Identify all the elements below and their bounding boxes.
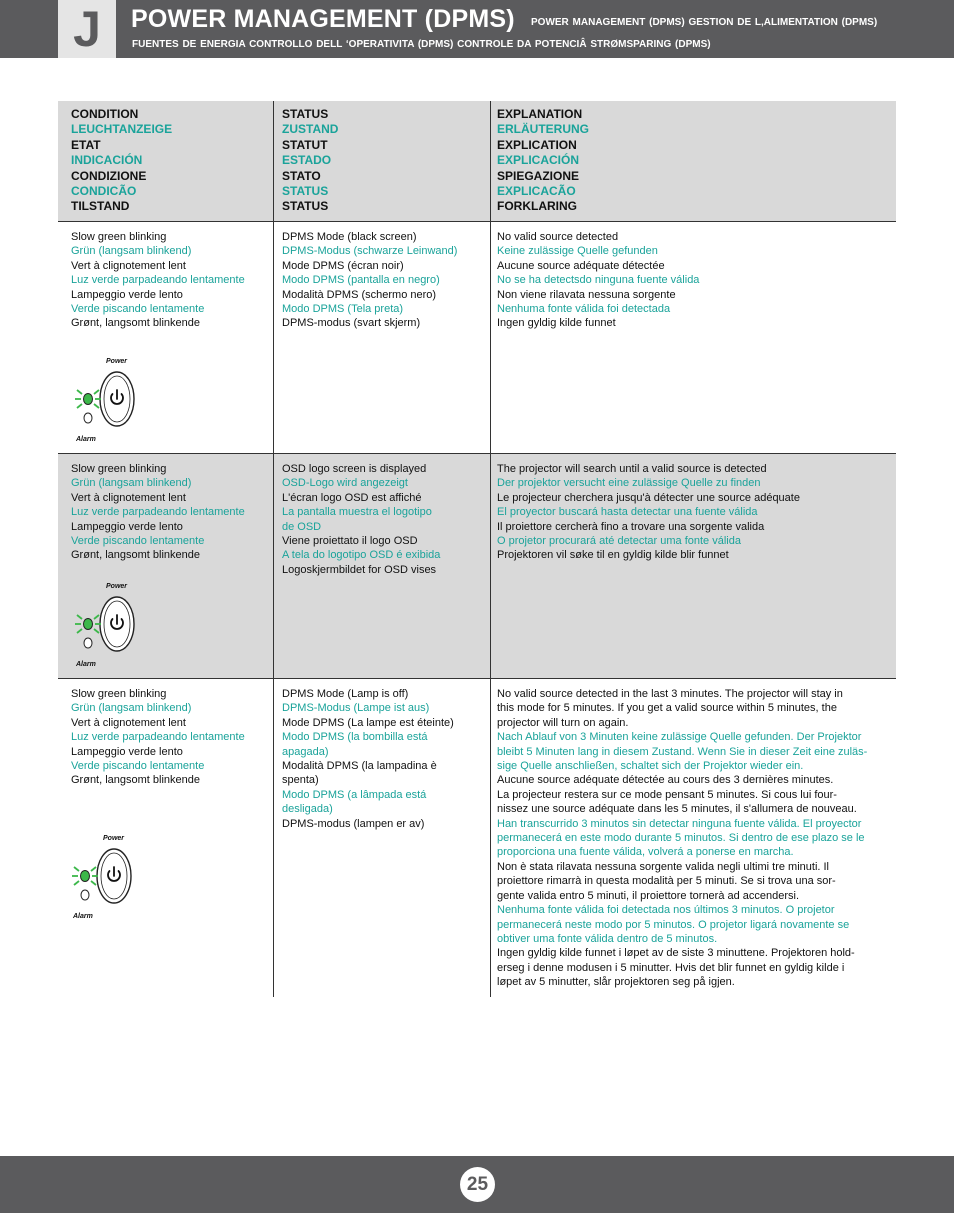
- text-line: CONDIZIONE: [71, 168, 147, 183]
- table-divider: [58, 453, 896, 454]
- text-line: Ingen gyldig kilde funnet i løpet av de siste 3 minuttene. Projektoren hold-: [497, 947, 855, 960]
- text-line: spenta): [282, 774, 319, 787]
- text-line: TILSTAND: [71, 199, 130, 214]
- text-line: DPMS-modus (lampen er av): [282, 817, 425, 830]
- text-line: Vert à clignotement lent: [71, 491, 186, 504]
- text-line: STATO: [282, 168, 321, 183]
- text-line: bleibt 5 Minuten lang in diesem Zustand. Wenn Sie in dieser Zeit eine zuläs-: [497, 745, 868, 758]
- text-line: The projector will search until a valid source is detected: [497, 463, 767, 475]
- title-translations-line2: FUENTES DE ENERGIA CONTROLLO DELL ‘OPERATIVITA (DPMS) CONTROLE DA POTENCIÂ STRØMSPARING (DPMS): [132, 39, 711, 50]
- text-line: Grün (langsam blinkend): [71, 477, 192, 490]
- header-condition: [58, 101, 274, 222]
- green-led-blinking-icon: [75, 615, 101, 633]
- text-line: ZUSTAND: [282, 122, 339, 137]
- text-line: STATUS: [282, 199, 329, 214]
- alarm-led-icon: [81, 890, 89, 900]
- explanation-cell: [491, 222, 896, 454]
- text-line: Der projektor versucht eine zulässige Quelle zu finden: [497, 477, 761, 490]
- text-line: Vert à clignotement lent: [71, 716, 186, 729]
- text-line: Viene proiettato il logo OSD: [282, 535, 418, 548]
- title-translations-line1: POWER MANAGEMENT (DPMS) GESTION DE L,ALIMENTATION (DPMS): [531, 17, 878, 28]
- alarm-label: Alarm: [73, 913, 93, 920]
- text-line: Han transcurrido 3 minutos sin detectar ninguna fuente válida. El proyector: [497, 817, 862, 830]
- text-line: ESTADO: [282, 153, 332, 168]
- explanation-cell: [491, 679, 896, 997]
- text-line: EXPLICATION: [497, 137, 577, 152]
- text-line: Slow green blinking: [71, 231, 167, 243]
- text-line: nissez une source adéquate dans les 5 minutes, il s'allumera de nouveau.: [497, 803, 857, 816]
- header-status: [274, 101, 491, 222]
- text-line: Grønt, langsomt blinkende: [71, 317, 201, 330]
- text-line: STATUT: [282, 137, 328, 152]
- chapter-letter: J: [73, 1, 101, 57]
- page-number: 25: [460, 1167, 495, 1202]
- text-line: DPMS Mode (Lamp is off): [282, 688, 409, 700]
- text-line: FORKLARING: [497, 199, 577, 214]
- table-row: [58, 222, 896, 454]
- text-line: permanecerá neste modo por 5 minutos. O projetor ligará novamente se: [497, 918, 850, 931]
- text-line: Verde piscando lentamente: [71, 760, 205, 773]
- text-line: apagada): [282, 745, 329, 758]
- text-line: desligada): [282, 803, 333, 816]
- text-line: La projecteur restera sur ce mode pensant 5 minutes. Si cous lui four-: [497, 788, 837, 801]
- text-line: Modo DPMS (Tela preta): [282, 303, 404, 316]
- text-line: this mode for 5 minutes. If you get a valid source within 5 minutes, the: [497, 702, 837, 715]
- alarm-led-icon: [84, 413, 92, 423]
- table-divider: [58, 221, 896, 222]
- text-line: OSD-Logo wird angezeigt: [282, 477, 408, 490]
- text-line: INDICACIÓN: [71, 153, 143, 168]
- text-line: El proyector buscará hasta detectar una fuente válida: [497, 506, 758, 519]
- status-cell: [274, 679, 491, 997]
- text-line: Modalità DPMS (schermo nero): [282, 288, 437, 301]
- text-line: Modo DPMS (a lâmpada está: [282, 788, 427, 801]
- text-line: CONDICÃO: [71, 184, 137, 199]
- green-led-blinking-icon: [75, 390, 101, 408]
- text-line: No valid source detected in the last 3 minutes. The projector will stay in: [497, 688, 843, 700]
- text-line: Vert à clignotement lent: [71, 259, 186, 272]
- text-line: Ingen gyldig kilde funnet: [497, 317, 616, 330]
- text-line: Projektoren vil søke til en gyldig kilde blir funnet: [497, 549, 729, 562]
- text-line: DPMS Mode (black screen): [282, 231, 417, 243]
- text-line: Non viene rilavata nessuna sorgente: [497, 288, 676, 301]
- power-label: Power: [106, 583, 128, 590]
- text-line: Modalità DPMS (la lampadina è: [282, 760, 437, 773]
- text-line: Keine zulässige Quelle gefunden: [497, 245, 658, 258]
- text-line: proiettore rimarrà in questa modalità per 5 minuti. Se si trova una sor-: [497, 875, 836, 888]
- alarm-label: Alarm: [76, 436, 96, 443]
- text-line: STATUS: [282, 107, 329, 121]
- text-line: erseg i denne modusen i 5 minutter. Hvis det blir funnet en gyldig kilde i: [497, 961, 845, 974]
- text-line: Nenhuma fonte válida foi detectada: [497, 303, 671, 316]
- text-line: proporciona una fuente válida, volverá a ponerse en marcha.: [497, 846, 794, 859]
- text-line: Nach Ablauf von 3 Minuten keine zulässige Quelle gefunden. Der Projektor: [497, 731, 862, 744]
- text-line: obtiver uma fonte válida dentro de 5 minutos.: [497, 932, 718, 945]
- power-label: Power: [103, 835, 125, 842]
- text-line: L'écran logo OSD est affiché: [282, 491, 422, 504]
- led-indicator: [70, 358, 140, 449]
- text-line: Lampeggio verde lento: [71, 288, 183, 301]
- text-line: Mode DPMS (La lampe est éteinte): [282, 716, 454, 729]
- text-line: La pantalla muestra el logotipo: [282, 506, 432, 519]
- text-line: Grün (langsam blinkend): [71, 702, 192, 715]
- page-header: [0, 0, 954, 58]
- text-line: LEUCHTANZEIGE: [71, 122, 173, 137]
- condition-cell: [58, 222, 274, 454]
- table-row: [58, 454, 896, 679]
- text-line: sige Quelle anschließen, schaltet sich der Projektor wieder ein.: [497, 760, 804, 773]
- text-line: Luz verde parpadeando lentamente: [71, 731, 245, 744]
- table-divider: [58, 678, 896, 679]
- status-cell: [274, 222, 491, 454]
- text-line: Modo DPMS (la bombilla está: [282, 731, 428, 744]
- text-line: SPIEGAZIONE: [497, 168, 580, 183]
- text-line: Logoskjermbildet for OSD vises: [282, 563, 437, 576]
- power-button-icon: [97, 849, 131, 903]
- text-line: No se ha detectsdo ninguna fuente válida: [497, 274, 700, 287]
- condition-cell: [58, 454, 274, 679]
- text-line: A tela do logotipo OSD é exibida: [282, 549, 441, 562]
- text-line: EXPLANATION: [497, 107, 583, 121]
- text-line: EXPLICACIÓN: [497, 153, 580, 168]
- text-line: Aucune source adéquate détectée au cours des 3 dernières minutes.: [497, 774, 834, 787]
- text-line: permanecerá en este modo durante 5 minutos. Si dentro de ese plazo se le: [497, 832, 865, 845]
- alarm-led-icon: [84, 638, 92, 648]
- text-line: Verde piscando lentamente: [71, 303, 205, 316]
- text-line: Modo DPMS (pantalla en negro): [282, 274, 440, 287]
- text-line: Nenhuma fonte válida foi detectada nos últimos 3 minutos. O projetor: [497, 904, 835, 917]
- status-cell: [274, 454, 491, 679]
- text-line: de OSD: [282, 520, 322, 533]
- led-indicator: [67, 835, 137, 926]
- alarm-label: Alarm: [76, 661, 96, 668]
- text-line: Le projecteur cherchera jusqu'à détecter une source adéquate: [497, 491, 800, 504]
- text-line: CONDITION: [71, 107, 139, 121]
- text-line: Lampeggio verde lento: [71, 520, 183, 533]
- text-line: O projetor procurará até detectar uma fonte válida: [497, 535, 741, 548]
- power-button-icon: [100, 597, 134, 651]
- text-line: løpet av 5 minutter, slår projektoren seg på igjen.: [497, 976, 735, 989]
- power-button-icon: [100, 372, 134, 426]
- text-line: Lampeggio verde lento: [71, 745, 183, 758]
- explanation-cell: [491, 454, 896, 679]
- text-line: Grün (langsam blinkend): [71, 245, 192, 258]
- condition-cell: [58, 679, 274, 997]
- text-line: Grønt, langsomt blinkende: [71, 774, 201, 787]
- text-line: DPMS-Modus (schwarze Leinwand): [282, 245, 458, 258]
- text-line: Slow green blinking: [71, 463, 167, 475]
- text-line: DPMS-modus (svart skjerm): [282, 317, 421, 330]
- text-line: Luz verde parpadeando lentamente: [71, 506, 245, 519]
- text-line: DPMS-Modus (Lampe ist aus): [282, 702, 430, 715]
- text-line: gente valida entro 5 minuti, il proiettore tornerà ad accendersi.: [497, 889, 800, 902]
- text-line: Grønt, langsomt blinkende: [71, 549, 201, 562]
- text-line: ETAT: [71, 137, 101, 152]
- text-line: projector will turn on again.: [497, 716, 629, 729]
- text-line: Verde piscando lentamente: [71, 535, 205, 548]
- dpms-table: [58, 101, 896, 997]
- text-line: Slow green blinking: [71, 688, 167, 700]
- chapter-tab: [58, 0, 116, 58]
- text-line: OSD logo screen is displayed: [282, 463, 427, 475]
- text-line: ERLÄUTERUNG: [497, 122, 589, 137]
- table-row: [58, 679, 896, 997]
- text-line: Mode DPMS (écran noir): [282, 259, 404, 272]
- text-line: Non è stata rilavata nessuna sorgente valida negli ultimi tre minuti. Il: [497, 860, 830, 873]
- text-line: Aucune source adéquate détectée: [497, 259, 665, 272]
- text-line: STATUS: [282, 184, 329, 199]
- table-header-row: [58, 101, 896, 222]
- text-line: Il proiettore cercherà fino a trovare una sorgente valida: [497, 520, 765, 533]
- header-explanation: [491, 101, 896, 222]
- power-label: Power: [106, 358, 128, 365]
- text-line: No valid source detected: [497, 231, 619, 243]
- green-led-blinking-icon: [72, 867, 98, 885]
- led-indicator: [70, 583, 140, 674]
- text-line: Luz verde parpadeando lentamente: [71, 274, 245, 287]
- text-line: EXPLICACÃO: [497, 184, 576, 199]
- page-title: POWER MANAGEMENT (DPMS): [131, 5, 515, 33]
